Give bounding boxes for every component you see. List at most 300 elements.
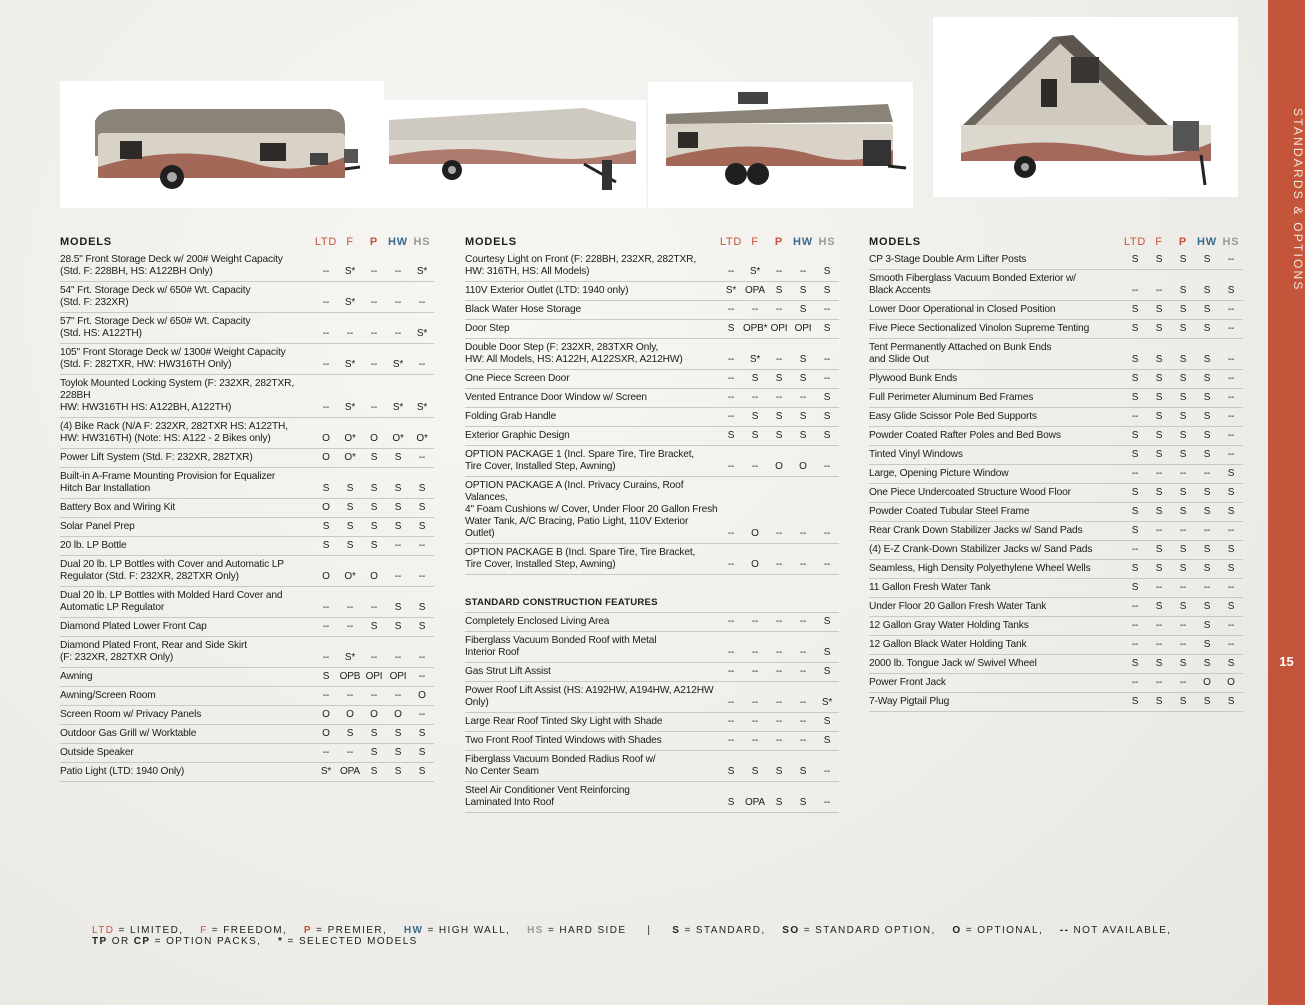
value-ltd: S bbox=[1131, 449, 1139, 460]
value-hw: S bbox=[1203, 449, 1211, 460]
table-row bbox=[465, 446, 839, 477]
value-f: S bbox=[1155, 487, 1163, 498]
value-hw: -- bbox=[799, 735, 807, 746]
value-hs: -- bbox=[823, 304, 831, 315]
value-hw: S bbox=[1203, 639, 1211, 650]
header-hw: HW bbox=[388, 236, 408, 248]
value-p: S bbox=[1179, 323, 1187, 334]
value-hs: -- bbox=[823, 797, 831, 808]
value-p: -- bbox=[775, 616, 783, 627]
value-ltd: -- bbox=[322, 652, 330, 663]
value-hw: -- bbox=[799, 716, 807, 727]
value-f: S bbox=[1155, 430, 1163, 441]
feature-label: Large Rear Roof Tinted Sky Light with Shade bbox=[465, 716, 663, 727]
table-row bbox=[465, 389, 839, 408]
value-p: -- bbox=[775, 735, 783, 746]
feature-label: Powder Coated Tubular Steel Frame bbox=[869, 506, 1030, 517]
value-hs: O bbox=[1227, 677, 1235, 688]
legend-tp-val: = OPTION PACKS, bbox=[150, 936, 262, 947]
table-row bbox=[869, 560, 1243, 579]
value-ltd: S bbox=[322, 521, 330, 532]
value-p: -- bbox=[1179, 582, 1187, 593]
legend-selected-key: * bbox=[278, 936, 284, 947]
value-hw: S* bbox=[392, 402, 404, 413]
legend-selected-val: = SELECTED MODELS bbox=[283, 936, 418, 947]
value-ltd: -- bbox=[727, 559, 735, 570]
value-p: S bbox=[370, 483, 378, 494]
value-hw: S bbox=[1203, 601, 1211, 612]
legend-f-val: = FREEDOM, bbox=[207, 925, 288, 936]
value-ltd: -- bbox=[1131, 601, 1139, 612]
value-hw: S bbox=[1203, 392, 1211, 403]
models-heading: MODELS bbox=[869, 236, 921, 248]
page-number: 15 bbox=[1279, 654, 1294, 669]
value-f: S bbox=[346, 521, 354, 532]
value-hw: S bbox=[799, 304, 807, 315]
value-p: O bbox=[370, 571, 378, 582]
feature-label: Battery Box and Wiring Kit bbox=[60, 502, 176, 513]
table-row bbox=[869, 655, 1243, 674]
feature-label: 12 Gallon Black Water Holding Tank bbox=[869, 639, 1027, 650]
value-hw: S bbox=[1203, 430, 1211, 441]
value-f: O bbox=[751, 559, 759, 570]
value-hw: -- bbox=[799, 559, 807, 570]
value-p: -- bbox=[775, 666, 783, 677]
value-p: S bbox=[1179, 304, 1187, 315]
value-hw: S bbox=[394, 766, 402, 777]
value-f: S bbox=[346, 483, 354, 494]
value-hs: S bbox=[823, 323, 831, 334]
value-f: O* bbox=[344, 452, 356, 463]
value-hw: S bbox=[1203, 373, 1211, 384]
value-ltd: -- bbox=[322, 266, 330, 277]
value-p: S bbox=[1179, 254, 1187, 265]
legend-tp-key: TP bbox=[92, 936, 108, 947]
legend-s-key: S bbox=[672, 925, 681, 936]
value-hs: -- bbox=[1227, 254, 1235, 265]
value-hs: S bbox=[418, 521, 426, 532]
value-p: S bbox=[370, 621, 378, 632]
value-hw: S bbox=[799, 766, 807, 777]
value-hs: S bbox=[418, 728, 426, 739]
value-hs: O bbox=[418, 690, 426, 701]
legend-hs-key: HS bbox=[527, 925, 544, 936]
feature-label: OPTION PACKAGE 1 (Incl. Spare Tire, Tire Bracket, Tire Cover, Installed Step, Awning) bbox=[465, 449, 695, 472]
value-f: S* bbox=[344, 402, 356, 413]
value-hs: S bbox=[418, 483, 426, 494]
value-hw: S bbox=[1203, 411, 1211, 422]
header-hs: HS bbox=[1222, 236, 1240, 248]
value-p: S bbox=[775, 285, 783, 296]
table-row bbox=[465, 282, 839, 301]
value-p: S bbox=[775, 766, 783, 777]
feature-label: One Piece Screen Door bbox=[465, 373, 570, 384]
column-1-header bbox=[60, 233, 434, 251]
value-hs: S* bbox=[821, 697, 833, 708]
value-hs: S bbox=[823, 285, 831, 296]
value-f: S* bbox=[344, 297, 356, 308]
value-f: OPA bbox=[340, 766, 360, 777]
value-ltd: S bbox=[727, 766, 735, 777]
value-hs: -- bbox=[1227, 373, 1235, 384]
value-p: -- bbox=[370, 402, 378, 413]
feature-label: Full Perimeter Aluminum Bed Frames bbox=[869, 392, 1034, 403]
legend-separator: | bbox=[647, 925, 652, 936]
value-hw: S bbox=[394, 602, 402, 613]
value-hw: -- bbox=[799, 528, 807, 539]
value-ltd: -- bbox=[727, 461, 735, 472]
value-hs: -- bbox=[1227, 525, 1235, 536]
value-f: -- bbox=[751, 666, 759, 677]
value-f: S bbox=[346, 540, 354, 551]
table-row bbox=[869, 446, 1243, 465]
value-hs: S bbox=[1227, 563, 1235, 574]
table-row bbox=[465, 370, 839, 389]
value-ltd: -- bbox=[727, 411, 735, 422]
value-p: -- bbox=[370, 328, 378, 339]
feature-label: 57" Frt. Storage Deck w/ 650# Wt. Capacity (Std. HS: A122TH) bbox=[60, 316, 251, 339]
column-2 bbox=[465, 233, 839, 813]
header-ltd: LTD bbox=[719, 236, 743, 248]
header-hw: HW bbox=[793, 236, 813, 248]
value-hs: S bbox=[418, 747, 426, 758]
value-ltd: -- bbox=[322, 602, 330, 613]
value-ltd: S bbox=[1131, 582, 1139, 593]
feature-label: Outside Speaker bbox=[60, 747, 134, 758]
value-f: S bbox=[1155, 373, 1163, 384]
feature-label: Tinted Vinyl Windows bbox=[869, 449, 963, 460]
value-hw: -- bbox=[394, 652, 402, 663]
value-ltd: S bbox=[1131, 304, 1139, 315]
column-3-header bbox=[869, 233, 1243, 251]
value-p: S bbox=[1179, 487, 1187, 498]
feature-label: 54" Frt. Storage Deck w/ 650# Wt. Capacity (Std. F: 232XR) bbox=[60, 285, 251, 308]
value-ltd: O bbox=[322, 571, 330, 582]
value-hs: S bbox=[418, 502, 426, 513]
value-f: S bbox=[346, 728, 354, 739]
value-hw: S bbox=[799, 373, 807, 384]
value-p: S bbox=[775, 430, 783, 441]
column-3-rows bbox=[869, 251, 1243, 712]
feature-label: Plywood Bunk Ends bbox=[869, 373, 958, 384]
value-f: -- bbox=[1155, 620, 1163, 631]
value-hw: S bbox=[1203, 620, 1211, 631]
value-ltd: -- bbox=[727, 616, 735, 627]
feature-label: Power Roof Lift Assist (HS: A192HW, A194HW, A212HW Only) bbox=[465, 685, 714, 708]
value-p: S bbox=[1179, 563, 1187, 574]
value-hs: -- bbox=[418, 359, 426, 370]
value-hw: -- bbox=[394, 690, 402, 701]
value-ltd: -- bbox=[322, 690, 330, 701]
value-hs: -- bbox=[418, 652, 426, 663]
feature-label: 12 Gallon Gray Water Holding Tanks bbox=[869, 620, 1029, 631]
value-p: S bbox=[1179, 392, 1187, 403]
value-hw: -- bbox=[799, 392, 807, 403]
feature-label: Folding Grab Handle bbox=[465, 411, 557, 422]
value-f: O bbox=[346, 709, 354, 720]
feature-label: Powder Coated Rafter Poles and Bed Bows bbox=[869, 430, 1061, 441]
table-row bbox=[869, 674, 1243, 693]
legend-s-val: = STANDARD, bbox=[680, 925, 766, 936]
feature-label: Exterior Graphic Design bbox=[465, 430, 570, 441]
value-p: S bbox=[370, 502, 378, 513]
value-f: -- bbox=[1155, 468, 1163, 479]
legend-na-key: -- bbox=[1059, 925, 1070, 936]
value-p: S bbox=[1179, 411, 1187, 422]
value-f: OPA bbox=[745, 285, 765, 296]
value-ltd: S bbox=[1131, 254, 1139, 265]
value-hs: S bbox=[823, 266, 831, 277]
value-f: S bbox=[346, 502, 354, 513]
value-hw: S* bbox=[392, 359, 404, 370]
feature-label: 11 Gallon Fresh Water Tank bbox=[869, 582, 991, 593]
feature-label: Lower Door Operational in Closed Position bbox=[869, 304, 1056, 315]
value-hs: -- bbox=[1227, 411, 1235, 422]
value-hw: O bbox=[799, 461, 807, 472]
feature-label: Seamless, High Density Polyethylene Wheel Wells bbox=[869, 563, 1091, 574]
value-hs: -- bbox=[823, 559, 831, 570]
value-f: S bbox=[1155, 304, 1163, 315]
table-row bbox=[60, 706, 434, 725]
value-f: -- bbox=[1155, 582, 1163, 593]
value-p: S bbox=[370, 728, 378, 739]
value-f: S bbox=[751, 373, 759, 384]
table-row bbox=[60, 251, 434, 282]
value-p: -- bbox=[1179, 468, 1187, 479]
value-p: O bbox=[370, 433, 378, 444]
value-hw: S bbox=[394, 747, 402, 758]
models-heading: MODELS bbox=[465, 236, 517, 248]
value-hw: S bbox=[394, 483, 402, 494]
value-ltd: -- bbox=[322, 359, 330, 370]
legend-ltd-val: = LIMITED, bbox=[114, 925, 184, 936]
feature-label: 20 lb. LP Bottle bbox=[60, 540, 127, 551]
value-hw: S bbox=[1203, 285, 1211, 296]
feature-label: Fiberglass Vacuum Bonded Radius Roof w/ No Center Seam bbox=[465, 754, 656, 777]
feature-label: Double Door Step (F: 232XR, 283TXR Only, HW: All Models, HS: A122H, A122SXR, A212HW) bbox=[465, 342, 683, 365]
value-f: S* bbox=[344, 359, 356, 370]
value-ltd: -- bbox=[727, 304, 735, 315]
value-p: -- bbox=[370, 266, 378, 277]
legend-p-key: P bbox=[303, 925, 312, 936]
value-hs: -- bbox=[418, 671, 426, 682]
value-ltd: S bbox=[1131, 430, 1139, 441]
value-f: -- bbox=[751, 697, 759, 708]
table-row bbox=[869, 636, 1243, 655]
table-row bbox=[60, 763, 434, 782]
value-ltd: S bbox=[1131, 392, 1139, 403]
value-ltd: -- bbox=[1131, 544, 1139, 555]
table-row bbox=[869, 579, 1243, 598]
feature-label: Diamond Plated Lower Front Cap bbox=[60, 621, 207, 632]
value-p: S bbox=[1179, 506, 1187, 517]
table-row bbox=[869, 522, 1243, 541]
value-f: -- bbox=[346, 328, 354, 339]
value-p: -- bbox=[775, 304, 783, 315]
value-ltd: -- bbox=[727, 666, 735, 677]
feature-label: Outdoor Gas Grill w/ Worktable bbox=[60, 728, 197, 739]
legend-so-val: = STANDARD OPTION, bbox=[799, 925, 936, 936]
value-ltd: O bbox=[322, 728, 330, 739]
value-f: OPA bbox=[745, 797, 765, 808]
value-f: S bbox=[1155, 506, 1163, 517]
value-p: S bbox=[1179, 696, 1187, 707]
value-f: -- bbox=[751, 647, 759, 658]
table-row bbox=[60, 313, 434, 344]
value-ltd: S* bbox=[320, 766, 332, 777]
table-row bbox=[869, 465, 1243, 484]
value-f: S bbox=[1155, 323, 1163, 334]
table-row bbox=[869, 693, 1243, 712]
value-ltd: -- bbox=[1131, 468, 1139, 479]
value-hw: S bbox=[1203, 304, 1211, 315]
legend-so-key: SO bbox=[782, 925, 800, 936]
value-hw: -- bbox=[799, 647, 807, 658]
value-p: -- bbox=[775, 266, 783, 277]
table-row bbox=[60, 744, 434, 763]
value-hw: O bbox=[394, 709, 402, 720]
value-f: -- bbox=[346, 690, 354, 701]
value-hw: S bbox=[394, 452, 402, 463]
value-p: -- bbox=[1179, 677, 1187, 688]
value-hs: S bbox=[823, 647, 831, 658]
value-hw: S bbox=[1203, 354, 1211, 365]
table-row bbox=[465, 408, 839, 427]
feature-label: Large, Opening Picture Window bbox=[869, 468, 1009, 479]
table-row bbox=[60, 468, 434, 499]
value-hs: -- bbox=[418, 452, 426, 463]
value-f: -- bbox=[1155, 285, 1163, 296]
value-ltd: -- bbox=[1131, 285, 1139, 296]
value-hw: -- bbox=[394, 328, 402, 339]
table-row bbox=[869, 251, 1243, 270]
legend-hw-val: = HIGH WALL, bbox=[423, 925, 511, 936]
value-hw: O* bbox=[392, 433, 404, 444]
value-hw: S bbox=[394, 502, 402, 513]
value-hs: S bbox=[418, 602, 426, 613]
column-1-rows bbox=[60, 251, 434, 782]
value-p: -- bbox=[370, 602, 378, 613]
feature-label: Easy Glide Scissor Pole Bed Supports bbox=[869, 411, 1037, 422]
table-row bbox=[869, 503, 1243, 522]
feature-label: (4) E-Z Crank-Down Stabilizer Jacks w/ Sand Pads bbox=[869, 544, 1093, 555]
value-hw: S bbox=[1203, 544, 1211, 555]
value-hs: -- bbox=[418, 540, 426, 551]
table-row bbox=[465, 732, 839, 751]
value-ltd: -- bbox=[727, 354, 735, 365]
value-hs: S bbox=[823, 616, 831, 627]
value-p: S bbox=[1179, 430, 1187, 441]
value-hs: -- bbox=[418, 709, 426, 720]
value-f: S* bbox=[344, 652, 356, 663]
table-row bbox=[465, 663, 839, 682]
camper-photo-1 bbox=[60, 81, 384, 208]
legend-o-val: = OPTIONAL, bbox=[961, 925, 1044, 936]
value-hw: S bbox=[394, 621, 402, 632]
value-ltd: -- bbox=[727, 647, 735, 658]
value-p: S bbox=[1179, 601, 1187, 612]
value-ltd: -- bbox=[727, 266, 735, 277]
table-row bbox=[869, 541, 1243, 560]
value-p: -- bbox=[775, 697, 783, 708]
camper-photo-4 bbox=[933, 17, 1238, 197]
value-ltd: S bbox=[727, 323, 735, 334]
table-row bbox=[465, 320, 839, 339]
table-row bbox=[465, 427, 839, 446]
camper-photo-2 bbox=[384, 100, 646, 208]
value-p: -- bbox=[1179, 620, 1187, 631]
value-hw: O bbox=[1203, 677, 1211, 688]
table-row bbox=[465, 682, 839, 713]
table-row bbox=[60, 687, 434, 706]
feature-label: Dual 20 lb. LP Bottles with Cover and Automatic LP Regulator (Std. F: 232XR, 282TXR Only) bbox=[60, 559, 284, 582]
value-p: S bbox=[1179, 544, 1187, 555]
table-row bbox=[465, 301, 839, 320]
feature-label: Toylok Mounted Locking System (F: 232XR, 282TXR, 228BH HW: HW316TH HS: A122BH, A122TH) bbox=[60, 378, 295, 413]
value-hw: -- bbox=[1203, 468, 1211, 479]
value-p: S bbox=[1179, 354, 1187, 365]
value-ltd: S bbox=[727, 797, 735, 808]
value-hs: S bbox=[1227, 696, 1235, 707]
value-f: S bbox=[1155, 601, 1163, 612]
value-hs: -- bbox=[1227, 392, 1235, 403]
value-hw: S bbox=[799, 430, 807, 441]
value-p: S bbox=[370, 452, 378, 463]
value-p: OPI bbox=[365, 671, 383, 682]
feature-label: Vented Entrance Door Window w/ Screen bbox=[465, 392, 647, 403]
table-row bbox=[60, 449, 434, 468]
value-hs: S* bbox=[416, 402, 428, 413]
feature-label: Tent Permanently Attached on Bunk Ends and Slide Out bbox=[869, 342, 1052, 365]
legend-ltd-key: LTD bbox=[92, 925, 115, 936]
value-hs: S bbox=[823, 666, 831, 677]
value-ltd: -- bbox=[727, 735, 735, 746]
value-hs: -- bbox=[1227, 323, 1235, 334]
value-hw: OPI bbox=[794, 323, 812, 334]
value-hs: -- bbox=[1227, 582, 1235, 593]
value-hw: S bbox=[1203, 696, 1211, 707]
value-hs: -- bbox=[823, 354, 831, 365]
value-ltd: S bbox=[1131, 323, 1139, 334]
value-ltd: -- bbox=[322, 297, 330, 308]
feature-label: 110V Exterior Outlet (LTD: 1940 only) bbox=[465, 285, 629, 296]
table-row bbox=[869, 370, 1243, 389]
feature-label: Under Floor 20 Gallon Fresh Water Tank bbox=[869, 601, 1047, 612]
value-hs: S bbox=[1227, 601, 1235, 612]
value-hs: -- bbox=[1227, 354, 1235, 365]
feature-label: Fiberglass Vacuum Bonded Roof with Metal Interior Roof bbox=[465, 635, 657, 658]
value-f: S bbox=[1155, 449, 1163, 460]
value-p: -- bbox=[1179, 525, 1187, 536]
value-hw: S bbox=[799, 354, 807, 365]
value-f: -- bbox=[1155, 525, 1163, 536]
legend-f-key: F bbox=[200, 925, 208, 936]
value-ltd: -- bbox=[727, 716, 735, 727]
value-hw: S bbox=[1203, 658, 1211, 669]
feature-label: Power Front Jack bbox=[869, 677, 946, 688]
table-row bbox=[60, 499, 434, 518]
feature-label: 2000 lb. Tongue Jack w/ Swivel Wheel bbox=[869, 658, 1037, 669]
value-hw: S bbox=[1203, 323, 1211, 334]
table-row bbox=[869, 598, 1243, 617]
table-row bbox=[60, 556, 434, 587]
value-ltd: -- bbox=[322, 402, 330, 413]
value-f: S bbox=[1155, 354, 1163, 365]
value-ltd: S bbox=[1131, 354, 1139, 365]
value-ltd: S* bbox=[725, 285, 737, 296]
value-ltd: -- bbox=[1131, 620, 1139, 631]
value-ltd: -- bbox=[322, 621, 330, 632]
